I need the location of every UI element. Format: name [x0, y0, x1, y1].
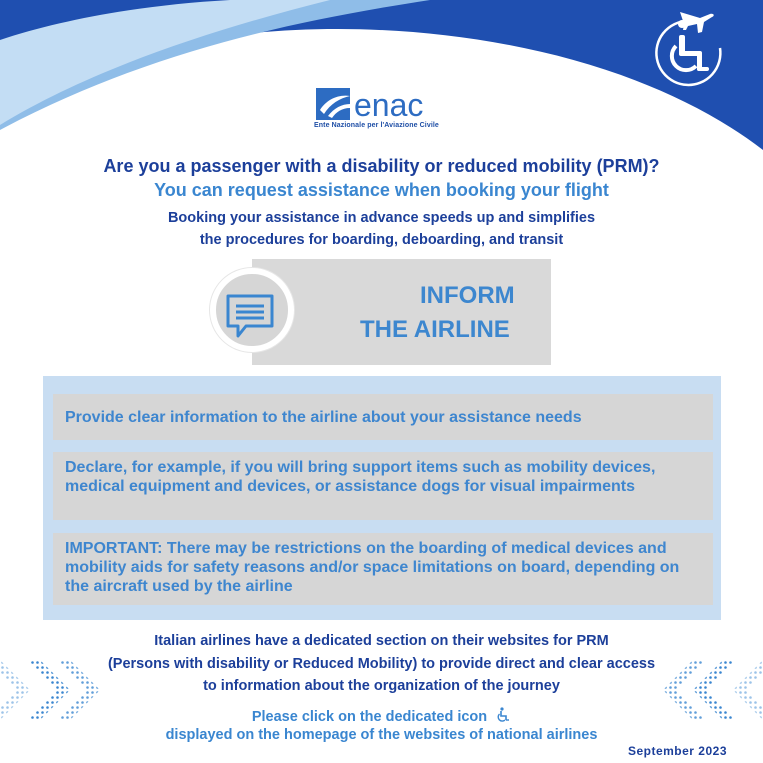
- benefit-line-2: the procedures for boarding, deboarding, and transit: [199, 232, 564, 248]
- info-card-needs: Provide clear information to the airline about your assistance needs: [53, 394, 713, 440]
- svg-text:enac: enac: [354, 87, 424, 123]
- dotted-chevrons-right: [663, 650, 763, 730]
- footer-line-5: displayed on the homepage of the websites of national airlines: [165, 727, 598, 743]
- chat-bubble-icon: [220, 284, 280, 344]
- banner-title-line-2: THE AIRLINE: [360, 316, 510, 343]
- footer-line-3: to information about the organization of the journey: [203, 678, 560, 694]
- info-card-declare: Declare, for example, if you will bring support items such as mobility devices, medical equipment and devices, or assistance dogs for visual impairments: [53, 452, 713, 520]
- info-card-important: IMPORTANT: There may be restrictions on the boarding of medical devices and mobility aids for safety reasons and/or space limitations on board, depending on the aircraft used by the airline: [53, 533, 713, 605]
- footer-line-4-text: Please click on the dedicated icon: [251, 709, 488, 725]
- answer-heading: You can request assistance when booking your flight: [154, 180, 609, 200]
- dotted-chevrons-left: [0, 650, 100, 730]
- footer-line-4: [0, 707, 763, 725]
- footer-line-2: (Persons with disability or Reduced Mobility) to provide direct and clear access: [107, 656, 656, 672]
- wheelchair-inline-icon: [495, 707, 511, 723]
- inform-banner: [252, 259, 551, 365]
- wheelchair-icon: [652, 8, 728, 92]
- banner-title-line-1: INFORM: [420, 282, 515, 309]
- question-heading: Are you a passenger with a disability or reduced mobility (PRM)?: [103, 156, 660, 176]
- publication-date: September 2023: [627, 744, 727, 758]
- enac-logo-icon: [316, 86, 452, 138]
- logo-subtitle: Ente Nazionale per l'Aviazione Civile: [314, 122, 439, 129]
- benefit-line-1: Booking your assistance in advance speeds up and simplifies: [167, 210, 596, 226]
- airplane-icon: [680, 12, 714, 33]
- footer-line-1: Italian airlines have a dedicated section on their websites for PRM: [154, 633, 609, 649]
